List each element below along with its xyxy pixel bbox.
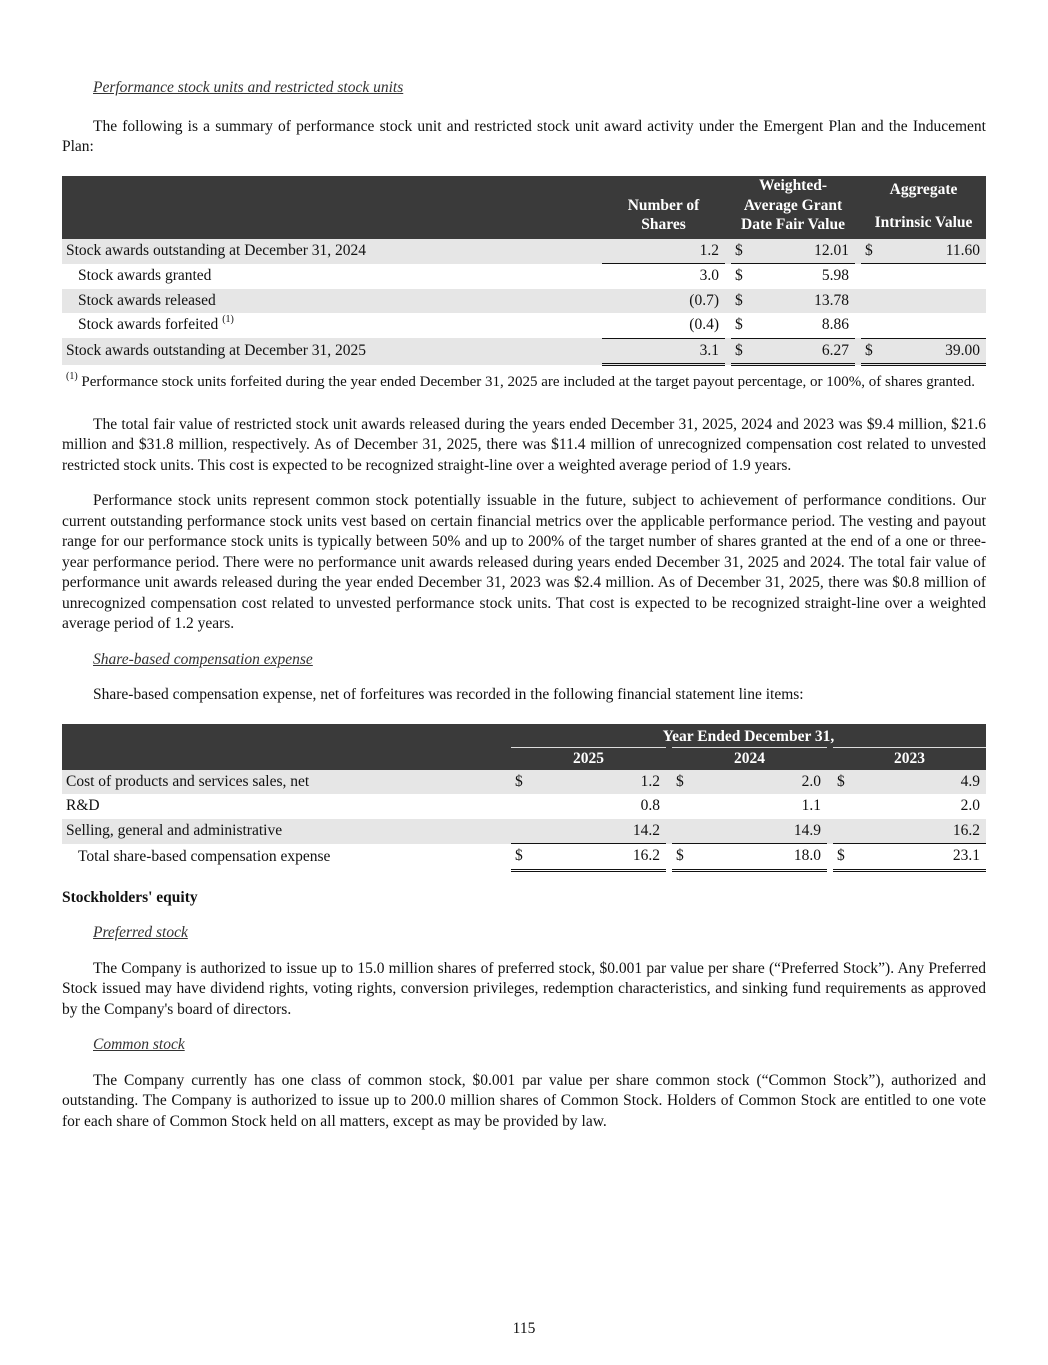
table-row: Selling, general and administrative 14.2 14.9 16.2	[62, 819, 986, 844]
page-number: 115	[512, 1320, 536, 1337]
table-header-years	[62, 748, 986, 770]
table-row-total: Total share-based compensation expense $ 16.2 $ 18.0 $ 23.1	[62, 844, 986, 871]
table-row: Stock awards outstanding at December 31, 2024 1.2 $ 12.01 $ 11.60	[62, 239, 986, 264]
table-header	[62, 724, 986, 748]
year-2024: 2024	[672, 748, 827, 770]
preferred-stock-paragraph: The Company is authorized to issue up to 15.0 million shares of preferred stock, $0.001 par value per share (“Preferred Stock”). Any Preferred Stock issued may have dividend rights, voting rights, conversion privileges, redemption characteristics, and sinking fund requirements as approved by the Company's board of directors.	[62, 959, 986, 1018]
table-footnote: $^{(1)}$ Performance stock units forfeited during the year ended December 31, 2025 are included at the target payout percentage, or 100%, of shares granted.	[66, 371, 975, 390]
table-header	[62, 176, 986, 239]
preferred-stock-subheading: Preferred stock	[93, 924, 188, 941]
table-row: Stock awards forfeited $^{(1)}$ (0.4) $ 8.86	[62, 313, 986, 338]
table-row: R&D 0.8 1.1 2.0	[66, 797, 980, 814]
document-page	[62, 78, 986, 1132]
stock-awards-table	[62, 176, 986, 367]
psu-subheading: Performance stock units and restricted stock units	[93, 79, 404, 96]
col-weighted-average-grant: Weighted- Average Grant Date Fair Value	[741, 177, 845, 233]
sbc-intro: Share-based compensation expense, net of forfeitures was recorded in the following financial statement line items:	[93, 686, 804, 703]
stockholders-equity-heading: Stockholders' equity	[62, 888, 198, 906]
psu-paragraph: Performance stock units represent common stock potentially issuable in the future, subject to achievement of performance conditions. Our current outstanding performance stock units vest based on certain financial metrics over the applicable performance period. The vesting and payout range for our performance stock units is typically between 50% and up to 200% of the target number of shares granted at the end of a one or three-year performance period. There were no performance unit awards released during years ended December 31, 2025 and 2024. The total fair value of performance unit awards released during the year ended December 31, 2023 was $2.4 million. As of December 31, 2025, there was $0.8 million of unrecognized compensation cost related to unvested performance stock units. That cost is expected to be recognized straight-line over a weighted average period of 1.2 years.	[62, 492, 986, 632]
sbc-expense-table	[62, 724, 986, 872]
table-row-total: Stock awards outstanding at December 31, 2025 3.1 $ 6.27 $ 39.00	[62, 338, 986, 365]
common-stock-paragraph: The Company currently has one class of common stock, $0.001 par value per share common stock (“Common Stock”), authorized and outstanding. The Company is authorized to issue up to 200.0 million shares of Common Stock. Holders of Common Stock are entitled to one vote for each share of Common Stock held on all matters, except as may be provided by law.	[62, 1071, 986, 1130]
year-2025: 2025	[511, 748, 666, 770]
table-row: Cost of products and services sales, net $ 1.2 $ 2.0 $ 4.9	[62, 770, 986, 795]
rsu-paragraph: The total fair value of restricted stock unit awards released during the years ended December 31, 2025, 2024 and 2023 was $9.4 million, $21.6 million and $31.8 million, respectively. As of December 31, 2025, there was $11.4 million of unrecognized compensation cost related to unvested restricted stock units. This cost is expected to be recognized straight-line over a weighted average period of 1.9 years.	[62, 415, 986, 474]
table-row: Stock awards granted 3.0 $ 5.98	[78, 266, 849, 284]
year-2023: 2023	[833, 748, 986, 770]
table-row: Stock awards released (0.7) $ 13.78	[62, 289, 986, 314]
period-header: Year Ended December 31,	[662, 727, 835, 745]
footnote-marker: (1)	[222, 314, 234, 326]
col-number-of-shares: Number of Shares	[627, 196, 700, 233]
col-aggregate-intrinsic: Aggregate Intrinsic Value	[874, 180, 973, 231]
common-stock-subheading: Common stock	[93, 1036, 185, 1053]
sbc-subheading: Share-based compensation expense	[93, 650, 313, 668]
psu-intro: The following is a summary of performance stock unit and restricted stock unit award activity under the Emergent Plan and the Inducement Plan:	[62, 117, 986, 155]
